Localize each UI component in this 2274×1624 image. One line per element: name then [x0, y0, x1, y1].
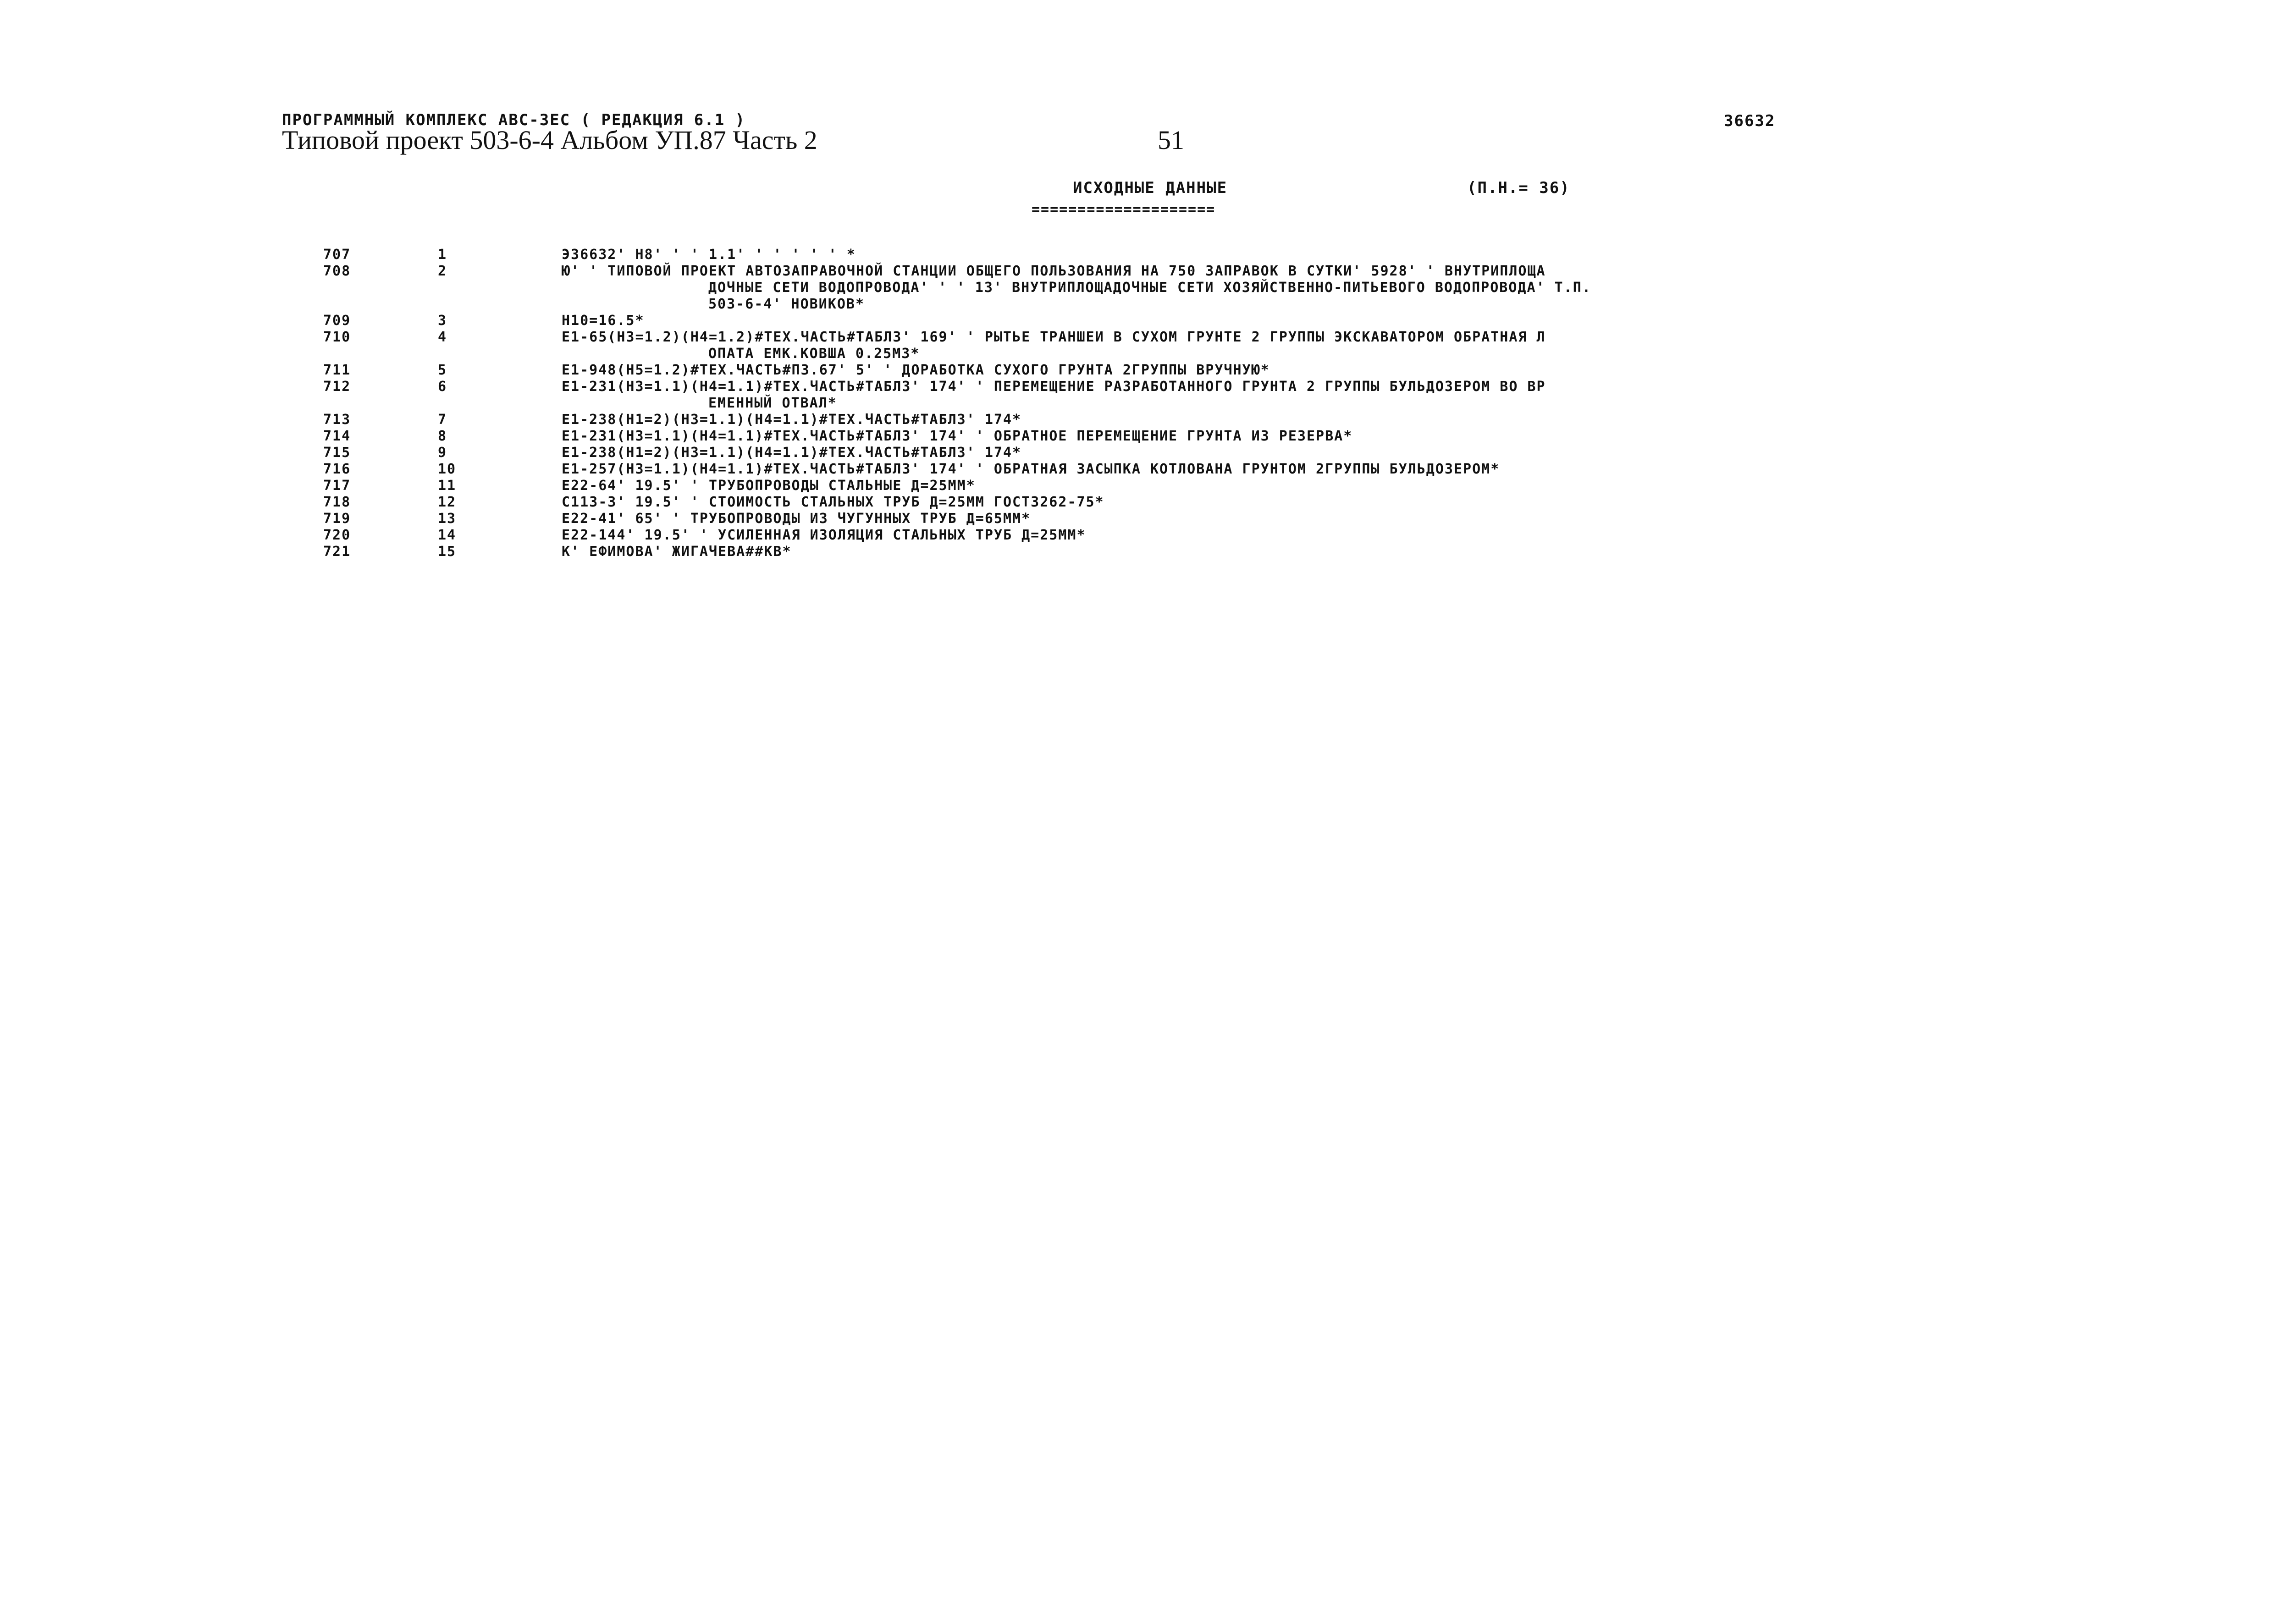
row-number: 714 — [323, 428, 351, 444]
row-number: 717 — [323, 478, 351, 494]
row-text: Е1-238(Н1=2)(Н3=1.1)(Н4=1.1)#ТЕХ.ЧАСТЬ#ТАБЛ3' 174* — [562, 445, 1022, 461]
row-sequence: 4 — [438, 329, 447, 345]
listing-row-continuation — [0, 296, 2274, 313]
row-number: 716 — [323, 461, 351, 477]
row-sequence: 14 — [438, 527, 457, 543]
row-number: 721 — [323, 544, 351, 560]
row-text: Е1-257(Н3=1.1)(Н4=1.1)#ТЕХ.ЧАСТЬ#ТАБЛ3' 174' ' ОБРАТНАЯ ЗАСЫПКА КОТЛОВАНА ГРУНТОМ 2ГРУППЫ БУЛЬДОЗЕРОМ* — [562, 461, 1500, 477]
listing-row-continuation — [0, 395, 2274, 412]
row-sequence: 5 — [438, 362, 447, 378]
row-text: ОПАТА ЕМК.КОВША 0.25М3* — [708, 346, 920, 362]
listing-row — [0, 544, 2274, 560]
listing-row — [0, 362, 2274, 379]
row-number: 710 — [323, 329, 351, 345]
row-sequence: 1 — [438, 247, 447, 263]
row-number: 712 — [323, 379, 351, 395]
row-text: ДОЧНЫЕ СЕТИ ВОДОПРОВОДА' ' ' 13' ВНУТРИПЛОЩАДОЧНЫЕ СЕТИ ХОЗЯЙСТВЕННО-ПИТЬЕВОГО ВОДОПРОВОДА' Т.П. — [708, 280, 1591, 296]
section-pn: (П.Н.= 36) — [1467, 179, 1570, 197]
row-sequence: 12 — [438, 494, 457, 510]
row-text: Е22-41' 65' ' ТРУБОПРОВОДЫ ИЗ ЧУГУННЫХ ТРУБ Д=65ММ* — [562, 511, 1031, 527]
section-underline: ==================== — [1032, 202, 1216, 218]
listing-row — [0, 412, 2274, 428]
row-text: Е1-238(Н1=2)(Н3=1.1)(Н4=1.1)#ТЕХ.ЧАСТЬ#ТАБЛ3' 174* — [562, 412, 1022, 428]
row-number: 711 — [323, 362, 351, 378]
section-title: ИСХОДНЫЕ ДАННЫЕ — [1073, 179, 1228, 197]
row-number: 719 — [323, 511, 351, 527]
listing-row — [0, 247, 2274, 263]
row-number: 715 — [323, 445, 351, 461]
row-sequence: 8 — [438, 428, 447, 444]
page-number: 51 — [1158, 125, 1184, 155]
row-text: Е22-144' 19.5' ' УСИЛЕННАЯ ИЗОЛЯЦИЯ СТАЛЬНЫХ ТРУБ Д=25ММ* — [562, 527, 1086, 543]
row-text: Е1-948(Н5=1.2)#ТЕХ.ЧАСТЬ#П3.67' 5' ' ДОРАБОТКА СУХОГО ГРУНТА 2ГРУППЫ ВРУЧНУЮ* — [562, 362, 1270, 378]
row-number: 718 — [323, 494, 351, 510]
listing-row — [0, 445, 2274, 461]
input-data-listing — [0, 247, 2274, 560]
row-number: 709 — [323, 313, 351, 329]
row-sequence: 9 — [438, 445, 447, 461]
row-sequence: 13 — [438, 511, 457, 527]
row-number: 713 — [323, 412, 351, 428]
listing-row — [0, 494, 2274, 511]
listing-row — [0, 313, 2274, 329]
row-text: Е1-231(Н3=1.1)(Н4=1.1)#ТЕХ.ЧАСТЬ#ТАБЛ3' 174' ' ОБРАТНОЕ ПЕРЕМЕЩЕНИЕ ГРУНТА ИЗ РЕЗЕРВА* — [562, 428, 1353, 444]
program-header: ПРОГРАММНЫЙ КОМПЛЕКС АВС-3ЕС ( РЕДАКЦИЯ 6.1 ) — [282, 111, 746, 129]
row-number: 720 — [323, 527, 351, 543]
row-text: Е1-65(Н3=1.2)(Н4=1.2)#ТЕХ.ЧАСТЬ#ТАБЛ3' 169' ' РЫТЬЕ ТРАНШЕИ В СУХОМ ГРУНТЕ 2 ГРУППЫ ЭКСКАВАТОРОМ ОБРАТНАЯ Л — [562, 329, 1546, 345]
listing-row — [0, 329, 2274, 346]
row-number: 708 — [323, 263, 351, 279]
row-sequence: 15 — [438, 544, 457, 560]
listing-row-continuation — [0, 346, 2274, 362]
row-text: Н10=16.5* — [562, 313, 645, 329]
row-sequence: 3 — [438, 313, 447, 329]
listing-row — [0, 461, 2274, 478]
row-sequence: 7 — [438, 412, 447, 428]
listing-row-continuation — [0, 280, 2274, 296]
row-text: Ю' ' ТИПОВОЙ ПРОЕКТ АВТОЗАПРАВОЧНОЙ СТАНЦИИ ОБЩЕГО ПОЛЬЗОВАНИЯ НА 750 ЗАПРАВОК В СУТКИ' 5928' ' ВНУТРИПЛОЩА — [562, 263, 1546, 279]
row-text: 503-6-4' НОВИКОВ* — [708, 296, 865, 312]
row-text: Е1-231(Н3=1.1)(Н4=1.1)#ТЕХ.ЧАСТЬ#ТАБЛ3' 174' ' ПЕРЕМЕЩЕНИЕ РАЗРАБОТАННОГО ГРУНТА 2 ГРУППЫ БУЛЬДОЗЕРОМ ВО ВР — [562, 379, 1546, 395]
row-text: К' ЕФИМОВА' ЖИГАЧЕВА##КВ* — [562, 544, 792, 560]
row-sequence: 6 — [438, 379, 447, 395]
project-title: Типовой проект 503-6-4 Альбом УП.87 Часть 2 — [282, 125, 817, 155]
row-sequence: 10 — [438, 461, 457, 477]
document-number: 36632 — [1724, 112, 1776, 130]
row-text: ЕМЕННЫЙ ОТВАЛ* — [708, 395, 837, 411]
row-sequence: 11 — [438, 478, 457, 494]
row-text: Е22-64' 19.5' ' ТРУБОПРОВОДЫ СТАЛЬНЫЕ Д=25ММ* — [562, 478, 976, 494]
listing-row — [0, 527, 2274, 544]
listing-row — [0, 263, 2274, 280]
row-text: С113-3' 19.5' ' СТОИМОСТЬ СТАЛЬНЫХ ТРУБ Д=25ММ ГОСТ3262-75* — [562, 494, 1104, 510]
listing-row — [0, 511, 2274, 527]
listing-row — [0, 379, 2274, 395]
listing-row — [0, 428, 2274, 445]
row-number: 707 — [323, 247, 351, 263]
listing-row — [0, 478, 2274, 494]
row-sequence: 2 — [438, 263, 447, 279]
row-text: Э36632' Н8' ' ' 1.1' ' ' ' ' ' * — [562, 247, 856, 263]
